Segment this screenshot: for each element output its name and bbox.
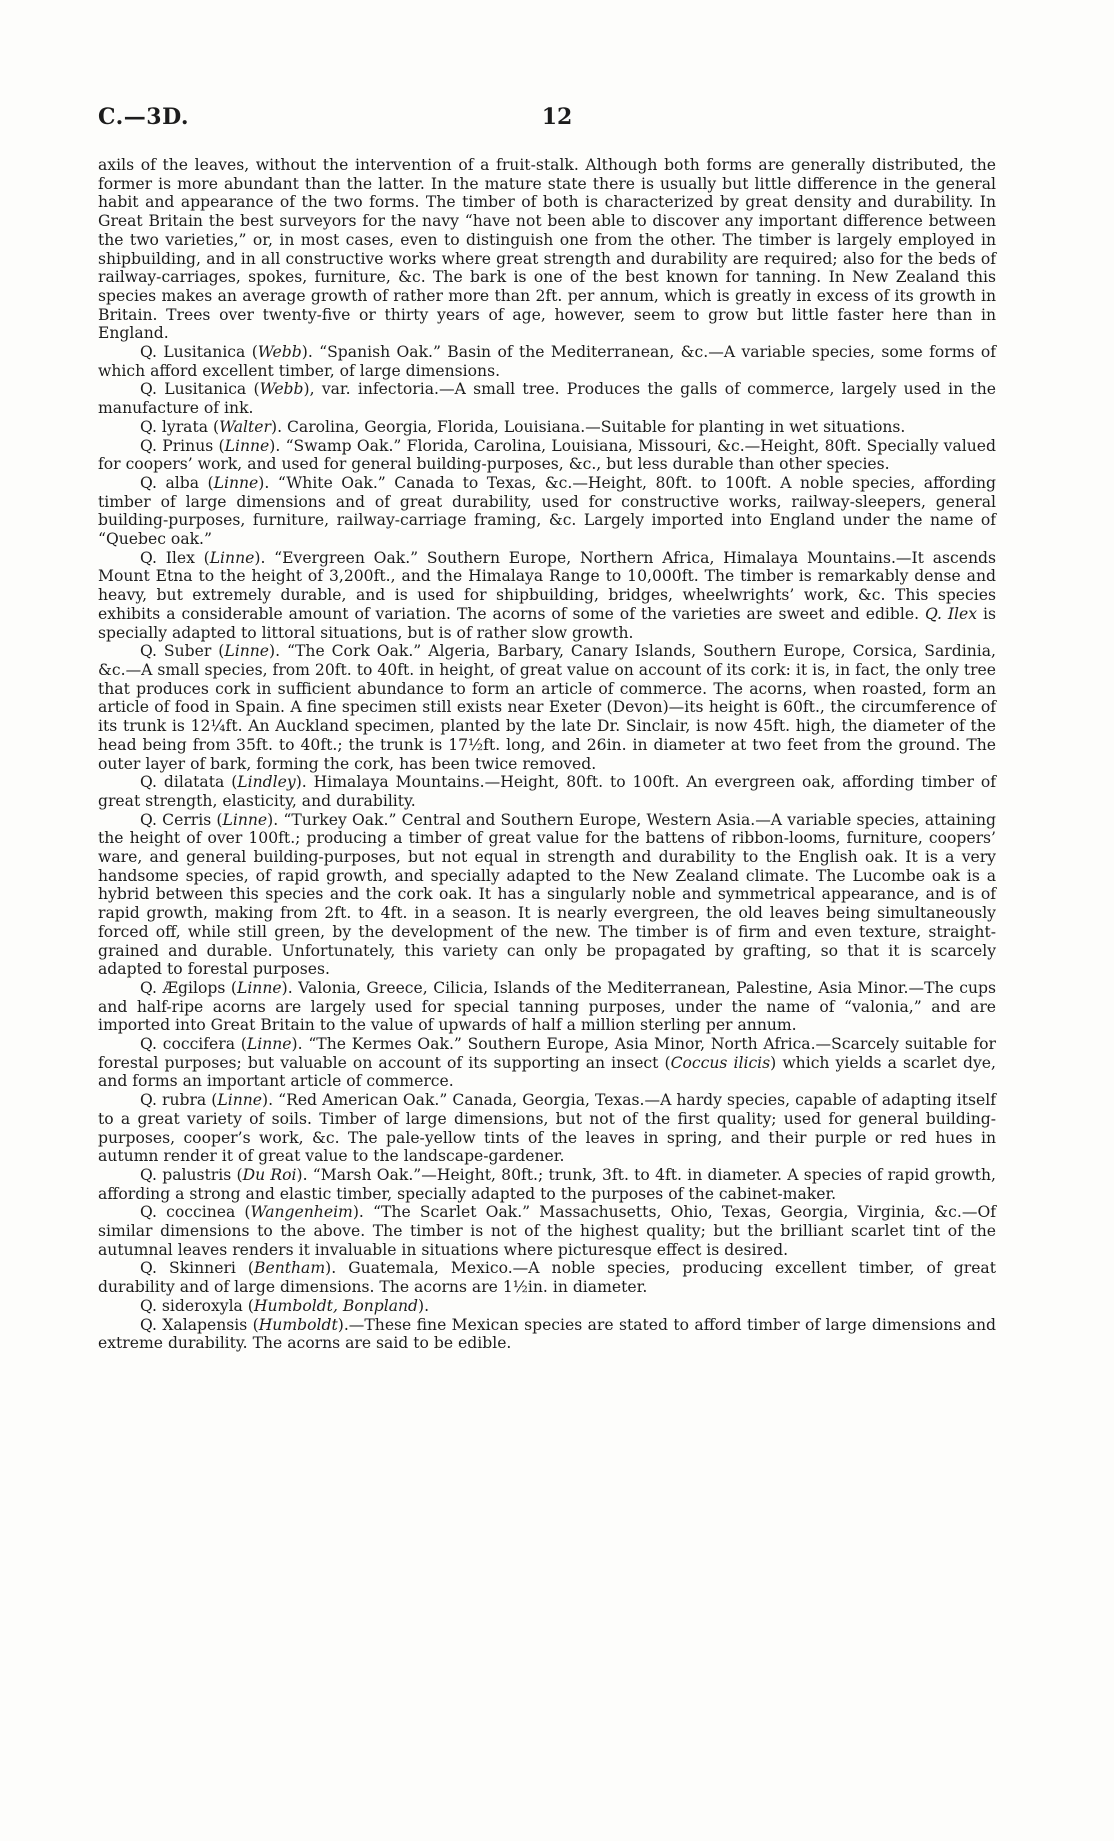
page-header [98, 104, 1016, 144]
paragraph: Q. Skinneri (Bentham). Guatemala, Mexico.—A noble species, producing excellent timber, of great durability and of large dimensions. The acorns are 1½in. in diameter. [98, 1259, 996, 1297]
paragraph: Q. sideroxyla (Humboldt, Bonpland). [140, 1296, 430, 1315]
paragraph: Q. Ægilops (Linne). Valonia, Greece, Cilicia, Islands of the Mediterranean, Palestine, Asia Minor.—The cups and half-ripe acorns are largely used for special tanning purposes, under the name of “valonia,” and are imported into Great Britain to the value of upwards of half a million sterling per annum. [98, 978, 996, 1035]
paragraph: Q. Ilex (Linne). “Evergreen Oak.” Southern Europe, Northern Africa, Himalaya Mountains.—It ascends Mount Etna to the height of 3,200ft., and the Himalaya Range to 10,000ft. The timber is remarkably dense and heavy, but extremely durable, and is used for shipbuilding, bridges, wheelwrights’ work, &c. This species exhibits a considerable amount of variation. The acorns of some of the varieties are sweet and edible. Q. Ilex is specially adapted to littoral situations, but is of rather slow growth. [98, 548, 996, 642]
paragraph: Q. lyrata (Walter). Carolina, Georgia, Florida, Louisiana.—Suitable for planting in wet situations. [140, 417, 906, 436]
document-body [98, 156, 996, 1353]
paragraph: Q. Prinus (Linne). “Swamp Oak.” Florida, Carolina, Louisiana, Missouri, &c.—Height, 80ft. Specially valued for coopers’ work, and used for general building-purposes, &c., but less durable than other species. [98, 436, 996, 474]
document-id: C.—3D. [98, 104, 190, 130]
paragraph: Q. dilatata (Lindley). Himalaya Mountains.—Height, 80ft. to 100ft. An evergreen oak, affording timber of great strength, elasticity, and durability. [98, 773, 996, 810]
paragraph: Q. Suber (Linne). “The Cork Oak.” Algeria, Barbary, Canary Islands, Southern Europe, Corsica, Sardinia, &c.—A small species, from 20ft. to 40ft. in height, of great value on account of its cork: it is, in fact, the only tree that produces cork in sufficient abundance to form an article of commerce. The acorns, when roasted, form an article of food in Spain. A fine specimen still exists near Exeter (Devon)—its height is 60ft., the circumference of its trunk is 12¼ft. An Auckland specimen, planted by the late Dr. Sinclair, is now 45ft. high, the diameter of the head being from 35ft. to 40ft.; the trunk is 17½ft. long, and 26in. in diameter at two feet from the ground. The outer layer of bark, forming the cork, has been twice removed. [98, 642, 996, 773]
paragraph: Q. coccinea (Wangenheim). “The Scarlet Oak.” Massachusetts, Ohio, Texas, Georgia, Virginia, &c.—Of similar dimensions to the above. The timber is not of the highest quality; but the brilliant scarlet tint of the autumnal leaves renders it invaluable in situations where picturesque effect is desired. [98, 1203, 997, 1259]
paragraph: Q. Xalapensis (Humboldt).—These fine Mexican species are stated to afford timber of large dimensions and extreme durability. The acorns are said to be edible. [98, 1315, 996, 1353]
paragraph: Q. coccifera (Linne). “The Kermes Oak.” Southern Europe, Asia Minor, North Africa.—Scarcely suitable for forestal purposes; but valuable on account of its supporting an insect (Coccus ilicis) which yields a scarlet dye, and forms an important article of commerce. [98, 1035, 996, 1091]
page-number: 12 [541, 104, 573, 130]
paragraph: Q. palustris (Du Roi). “Marsh Oak.”—Height, 80ft.; trunk, 3ft. to 4ft. in diameter. A species of rapid growth, affording a strong and elastic timber, specially adapted to the purposes of the cabinet-maker. [98, 1165, 997, 1203]
paragraph: Q. alba (Linne). “White Oak.” Canada to Texas, &c.—Height, 80ft. to 100ft. A noble species, affording timber of large dimensions and of great durability, used for constructive works, railway-sleepers, general building-purposes, furniture, railway-carriage framing, &c. Largely imported into England under the name of “Quebec oak.” [98, 473, 996, 549]
paragraph: Q. rubra (Linne). “Red American Oak.” Canada, Georgia, Texas.—A hardy species, capable of adapting itself to a great variety of soils. Timber of large dimensions, but not of the first quality; used for general building-purposes, cooper’s work, &c. The pale-yellow tints of the leaves in spring, and their purple or red hues in autumn render it of great value to the landscape-gardener. [98, 1091, 996, 1166]
paragraph: Q. Lusitanica (Webb), var. infectoria.—A small tree. Produces the galls of commerce, largely used in the manufacture of ink. [98, 380, 996, 418]
paragraph: Q. Lusitanica (Webb). “Spanish Oak.” Basin of the Mediterranean, &c.—A variable species, some forms of which afford excellent timber, of large dimensions. [98, 343, 996, 380]
paragraph: Q. Cerris (Linne). “Turkey Oak.” Central and Southern Europe, Western Asia.—A variable species, attaining the height of over 100ft.; producing a timber of great value for the battens of ribbon-looms, furniture, coopers’ ware, and general building-purposes, but not equal in strength and durability to the English oak. It is a very handsome species, of rapid growth, and specially adapted to the New Zealand climate. The Lucombe oak is a hybrid between this species and the cork oak. It has a singularly noble and symmetrical appearance, and is of rapid growth, making from 2ft. to 4ft. in a season. It is nearly evergreen, the old leaves being simultaneously forced off, while still green, by the development of the new. The timber is of firm and even texture, straight-grained and durable. Unfortunately, this variety can only be propagated by grafting, so that it is scarcely adapted to forestal purposes. [98, 810, 996, 979]
paragraph: axils of the leaves, without the intervention of a fruit-stalk. Although both forms are generally distributed, the former is more abundant than the latter. In the mature state there is usually but little difference in the general habit and appearance of the two forms. The timber of both is characterized by great density and durability. In Great Britain the best surveyors for the navy “have not been able to discover any important difference between the two varieties,” or, in most cases, even to distinguish one from the other. The timber is largely employed in shipbuilding, and in all constructive works where great strength and durability are required; also for the beds of railway-carriages, spokes, furniture, &c. The bark is one of the best known for tanning. In New Zealand this species makes an average growth of rather more than 2ft. per annum, which is greatly in excess of its growth in Britain. Trees over twenty-five or thirty years of age, however, seem to grow but little faster here than in England. [98, 156, 996, 343]
